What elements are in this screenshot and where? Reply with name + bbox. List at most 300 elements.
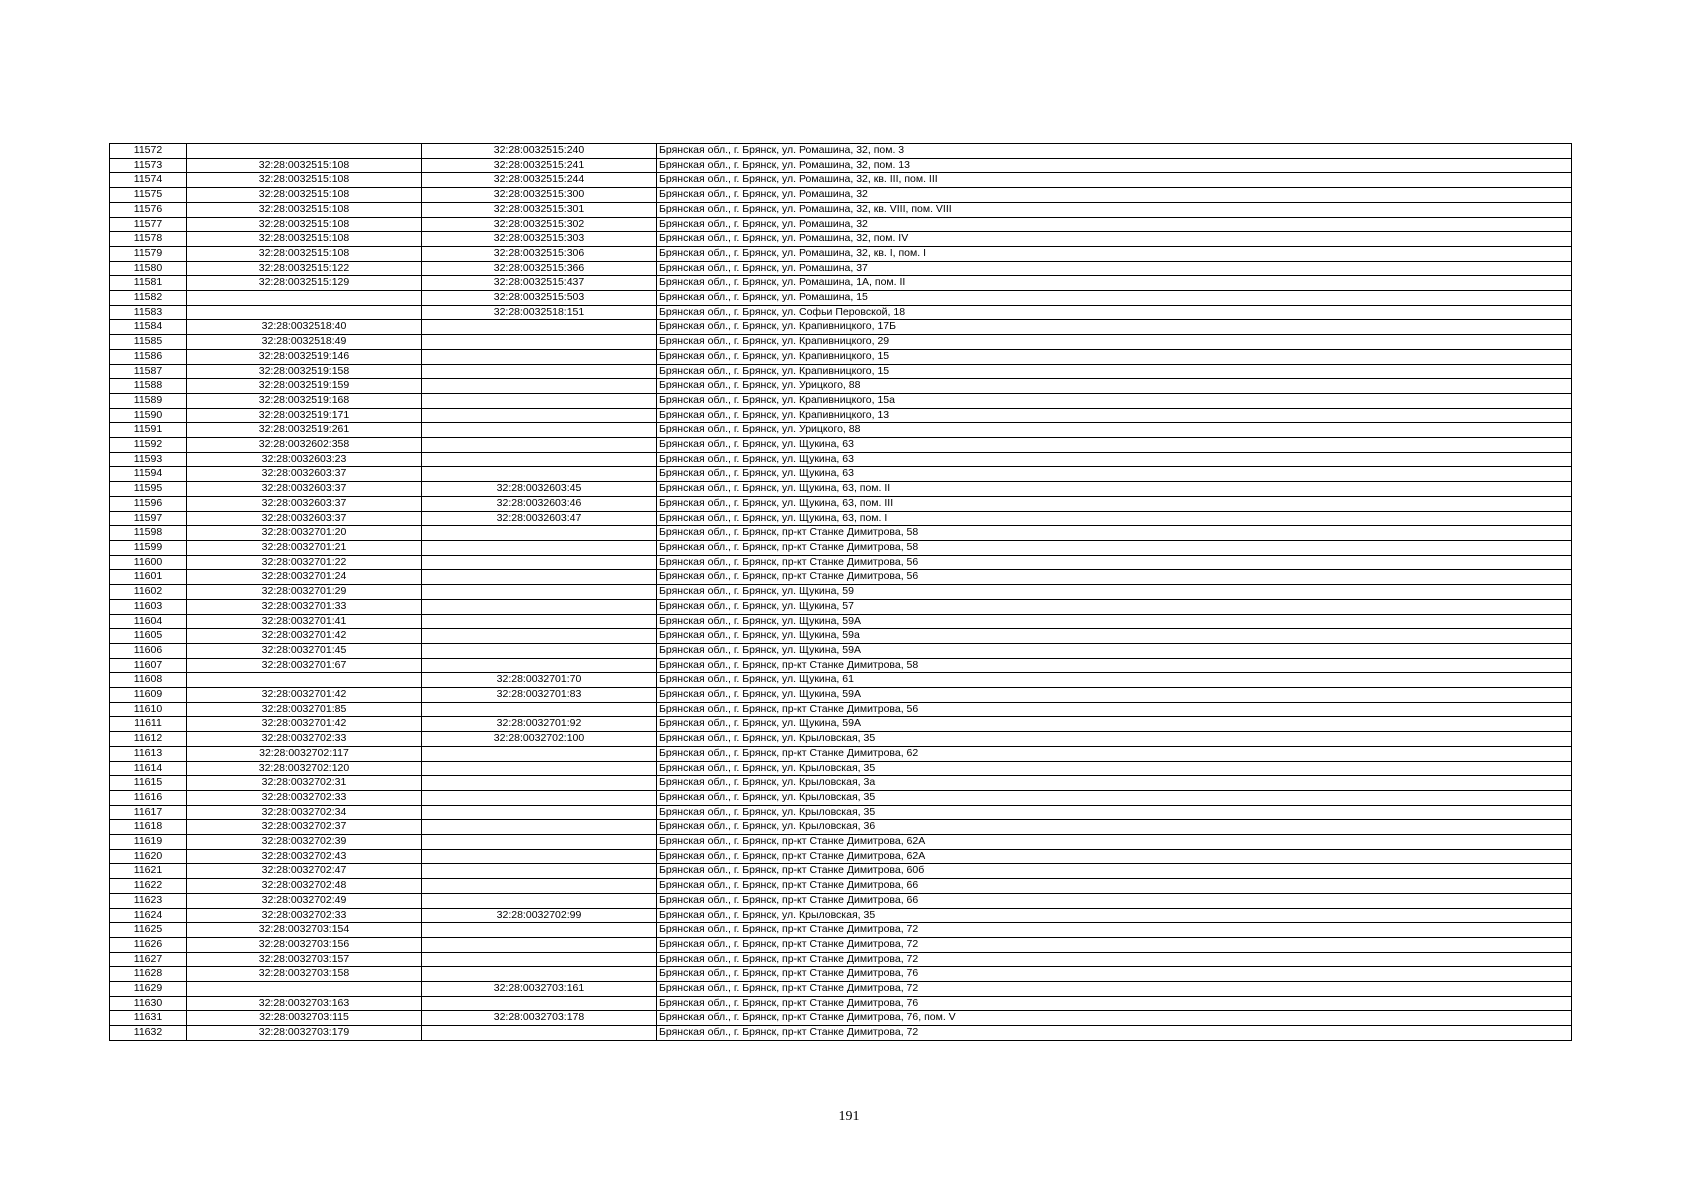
parcel-cadastral-number-cell: 32:28:0032703:158 <box>187 967 422 982</box>
row-number-cell: 11577 <box>110 217 187 232</box>
parcel-cadastral-number-cell: 32:28:0032702:117 <box>187 746 422 761</box>
object-cadastral-number-cell <box>422 393 657 408</box>
address-cell: Брянская обл., г. Брянск, пр-кт Станке Димитрова, 72 <box>657 937 1572 952</box>
row-number-cell: 11598 <box>110 526 187 541</box>
row-number-cell: 11607 <box>110 658 187 673</box>
parcel-cadastral-number-cell: 32:28:0032702:33 <box>187 790 422 805</box>
parcel-cadastral-number-cell: 32:28:0032701:67 <box>187 658 422 673</box>
object-cadastral-number-cell: 32:28:0032515:300 <box>422 188 657 203</box>
row-number-cell: 11627 <box>110 952 187 967</box>
parcel-cadastral-number-cell: 32:28:0032703:163 <box>187 996 422 1011</box>
parcel-cadastral-number-cell: 32:28:0032703:154 <box>187 923 422 938</box>
table-row <box>110 923 1572 938</box>
parcel-cadastral-number-cell: 32:28:0032702:33 <box>187 908 422 923</box>
address-cell: Брянская обл., г. Брянск, пр-кт Станке Димитрова, 62А <box>657 835 1572 850</box>
object-cadastral-number-cell <box>422 438 657 453</box>
object-cadastral-number-cell <box>422 967 657 982</box>
object-cadastral-number-cell <box>422 1026 657 1041</box>
row-number-cell: 11616 <box>110 790 187 805</box>
parcel-cadastral-number-cell: 32:28:0032519:158 <box>187 364 422 379</box>
parcel-cadastral-number-cell: 32:28:0032519:261 <box>187 423 422 438</box>
parcel-cadastral-number-cell: 32:28:0032703:115 <box>187 1011 422 1026</box>
address-cell: Брянская обл., г. Брянск, ул. Щукина, 59А <box>657 643 1572 658</box>
row-number-cell: 11583 <box>110 305 187 320</box>
object-cadastral-number-cell <box>422 923 657 938</box>
address-cell: Брянская обл., г. Брянск, ул. Щукина, 63, пом. III <box>657 496 1572 511</box>
row-number-cell: 11586 <box>110 349 187 364</box>
address-cell: Брянская обл., г. Брянск, ул. Ромашина, 15 <box>657 291 1572 306</box>
row-number-cell: 11625 <box>110 923 187 938</box>
object-cadastral-number-cell <box>422 835 657 850</box>
address-cell: Брянская обл., г. Брянск, ул. Ромашина, 32, кв. VIII, пом. VIII <box>657 202 1572 217</box>
address-cell: Брянская обл., г. Брянск, ул. Крапивницкого, 29 <box>657 335 1572 350</box>
row-number-cell: 11572 <box>110 144 187 159</box>
object-cadastral-number-cell <box>422 349 657 364</box>
object-cadastral-number-cell <box>422 423 657 438</box>
object-cadastral-number-cell <box>422 540 657 555</box>
table-row <box>110 379 1572 394</box>
address-cell: Брянская обл., г. Брянск, пр-кт Станке Димитрова, 76 <box>657 967 1572 982</box>
row-number-cell: 11587 <box>110 364 187 379</box>
document-table-container <box>109 143 1571 1041</box>
object-cadastral-number-cell: 32:28:0032515:366 <box>422 261 657 276</box>
address-cell: Брянская обл., г. Брянск, пр-кт Станке Димитрова, 76, пом. V <box>657 1011 1572 1026</box>
object-cadastral-number-cell: 32:28:0032701:83 <box>422 688 657 703</box>
row-number-cell: 11592 <box>110 438 187 453</box>
row-number-cell: 11585 <box>110 335 187 350</box>
parcel-cadastral-number-cell: 32:28:0032701:42 <box>187 717 422 732</box>
row-number-cell: 11593 <box>110 452 187 467</box>
address-cell: Брянская обл., г. Брянск, ул. Крыловская, 35 <box>657 908 1572 923</box>
address-cell: Брянская обл., г. Брянск, ул. Ромашина, 32, пом. 3 <box>657 144 1572 159</box>
parcel-cadastral-number-cell: 32:28:0032603:37 <box>187 467 422 482</box>
parcel-cadastral-number-cell: 32:28:0032701:20 <box>187 526 422 541</box>
row-number-cell: 11604 <box>110 614 187 629</box>
address-cell: Брянская обл., г. Брянск, ул. Крапивницкого, 15а <box>657 393 1572 408</box>
table-row <box>110 967 1572 982</box>
object-cadastral-number-cell: 32:28:0032515:240 <box>422 144 657 159</box>
parcel-cadastral-number-cell <box>187 673 422 688</box>
table-row <box>110 805 1572 820</box>
table-row <box>110 761 1572 776</box>
object-cadastral-number-cell <box>422 746 657 761</box>
object-cadastral-number-cell <box>422 658 657 673</box>
row-number-cell: 11588 <box>110 379 187 394</box>
object-cadastral-number-cell: 32:28:0032515:306 <box>422 246 657 261</box>
address-cell: Брянская обл., г. Брянск, пр-кт Станке Димитрова, 56 <box>657 702 1572 717</box>
table-row <box>110 982 1572 997</box>
table-body <box>110 144 1572 1041</box>
table-row <box>110 864 1572 879</box>
parcel-cadastral-number-cell: 32:28:0032702:48 <box>187 879 422 894</box>
row-number-cell: 11617 <box>110 805 187 820</box>
table-row <box>110 232 1572 247</box>
row-number-cell: 11608 <box>110 673 187 688</box>
parcel-cadastral-number-cell: 32:28:0032701:42 <box>187 688 422 703</box>
table-row <box>110 585 1572 600</box>
object-cadastral-number-cell: 32:28:0032515:437 <box>422 276 657 291</box>
table-row <box>110 261 1572 276</box>
address-cell: Брянская обл., г. Брянск, ул. Щукина, 63, пом. I <box>657 511 1572 526</box>
table-row <box>110 511 1572 526</box>
table-row <box>110 452 1572 467</box>
address-cell: Брянская обл., г. Брянск, ул. Ромашина, 1А, пом. II <box>657 276 1572 291</box>
object-cadastral-number-cell <box>422 820 657 835</box>
parcel-cadastral-number-cell: 32:28:0032515:108 <box>187 217 422 232</box>
address-cell: Брянская обл., г. Брянск, ул. Крыловская, 35 <box>657 761 1572 776</box>
object-cadastral-number-cell <box>422 526 657 541</box>
parcel-cadastral-number-cell: 32:28:0032702:37 <box>187 820 422 835</box>
address-cell: Брянская обл., г. Брянск, ул. Ромашина, 32, кв. III, пом. III <box>657 173 1572 188</box>
parcel-cadastral-number-cell: 32:28:0032515:108 <box>187 188 422 203</box>
table-row <box>110 393 1572 408</box>
address-cell: Брянская обл., г. Брянск, ул. Щукина, 59а <box>657 629 1572 644</box>
object-cadastral-number-cell: 32:28:0032603:45 <box>422 482 657 497</box>
table-row <box>110 717 1572 732</box>
address-cell: Брянская обл., г. Брянск, ул. Ромашина, 32 <box>657 188 1572 203</box>
row-number-cell: 11613 <box>110 746 187 761</box>
object-cadastral-number-cell <box>422 805 657 820</box>
row-number-cell: 11574 <box>110 173 187 188</box>
table-row <box>110 364 1572 379</box>
address-cell: Брянская обл., г. Брянск, пр-кт Станке Димитрова, 72 <box>657 923 1572 938</box>
table-row <box>110 335 1572 350</box>
parcel-cadastral-number-cell: 32:28:0032515:108 <box>187 232 422 247</box>
row-number-cell: 11615 <box>110 776 187 791</box>
object-cadastral-number-cell: 32:28:0032515:244 <box>422 173 657 188</box>
parcel-cadastral-number-cell: 32:28:0032603:37 <box>187 482 422 497</box>
parcel-cadastral-number-cell: 32:28:0032519:146 <box>187 349 422 364</box>
address-cell: Брянская обл., г. Брянск, ул. Крапивницкого, 13 <box>657 408 1572 423</box>
object-cadastral-number-cell <box>422 629 657 644</box>
row-number-cell: 11603 <box>110 599 187 614</box>
row-number-cell: 11590 <box>110 408 187 423</box>
row-number-cell: 11599 <box>110 540 187 555</box>
object-cadastral-number-cell <box>422 408 657 423</box>
object-cadastral-number-cell <box>422 467 657 482</box>
parcel-cadastral-number-cell: 32:28:0032703:157 <box>187 952 422 967</box>
row-number-cell: 11611 <box>110 717 187 732</box>
address-cell: Брянская обл., г. Брянск, ул. Крапивницкого, 17Б <box>657 320 1572 335</box>
address-cell: Брянская обл., г. Брянск, ул. Щукина, 63, пом. II <box>657 482 1572 497</box>
address-cell: Брянская обл., г. Брянск, ул. Крыловская, 35 <box>657 805 1572 820</box>
object-cadastral-number-cell: 32:28:0032515:301 <box>422 202 657 217</box>
object-cadastral-number-cell <box>422 452 657 467</box>
object-cadastral-number-cell <box>422 320 657 335</box>
address-cell: Брянская обл., г. Брянск, пр-кт Станке Димитрова, 58 <box>657 540 1572 555</box>
row-number-cell: 11628 <box>110 967 187 982</box>
parcel-cadastral-number-cell: 32:28:0032603:37 <box>187 496 422 511</box>
object-cadastral-number-cell <box>422 893 657 908</box>
object-cadastral-number-cell: 32:28:0032603:47 <box>422 511 657 526</box>
object-cadastral-number-cell <box>422 335 657 350</box>
object-cadastral-number-cell <box>422 614 657 629</box>
address-cell: Брянская обл., г. Брянск, пр-кт Станке Димитрова, 58 <box>657 658 1572 673</box>
address-cell: Брянская обл., г. Брянск, пр-кт Станке Димитрова, 72 <box>657 952 1572 967</box>
address-cell: Брянская обл., г. Брянск, ул. Крапивницкого, 15 <box>657 364 1572 379</box>
parcel-cadastral-number-cell: 32:28:0032515:108 <box>187 246 422 261</box>
address-cell: Брянская обл., г. Брянск, ул. Крыловская, 36 <box>657 820 1572 835</box>
address-cell: Брянская обл., г. Брянск, ул. Щукина, 63 <box>657 438 1572 453</box>
table-row <box>110 173 1572 188</box>
table-row <box>110 688 1572 703</box>
row-number-cell: 11609 <box>110 688 187 703</box>
object-cadastral-number-cell <box>422 761 657 776</box>
object-cadastral-number-cell: 32:28:0032702:99 <box>422 908 657 923</box>
row-number-cell: 11620 <box>110 849 187 864</box>
row-number-cell: 11629 <box>110 982 187 997</box>
table-row <box>110 952 1572 967</box>
table-row <box>110 658 1572 673</box>
parcel-cadastral-number-cell: 32:28:0032701:33 <box>187 599 422 614</box>
table-row <box>110 643 1572 658</box>
object-cadastral-number-cell: 32:28:0032515:303 <box>422 232 657 247</box>
address-cell: Брянская обл., г. Брянск, ул. Крыловская, 35 <box>657 790 1572 805</box>
object-cadastral-number-cell <box>422 364 657 379</box>
object-cadastral-number-cell <box>422 996 657 1011</box>
row-number-cell: 11618 <box>110 820 187 835</box>
row-number-cell: 11624 <box>110 908 187 923</box>
parcel-cadastral-number-cell: 32:28:0032702:43 <box>187 849 422 864</box>
object-cadastral-number-cell: 32:28:0032518:151 <box>422 305 657 320</box>
table-row <box>110 188 1572 203</box>
parcel-cadastral-number-cell: 32:28:0032702:39 <box>187 835 422 850</box>
table-row <box>110 835 1572 850</box>
address-cell: Брянская обл., г. Брянск, пр-кт Станке Димитрова, 62 <box>657 746 1572 761</box>
object-cadastral-number-cell: 32:28:0032515:302 <box>422 217 657 232</box>
address-cell: Брянская обл., г. Брянск, ул. Ромашина, 32, пом. 13 <box>657 158 1572 173</box>
row-number-cell: 11630 <box>110 996 187 1011</box>
table-row <box>110 482 1572 497</box>
parcel-cadastral-number-cell <box>187 144 422 159</box>
parcel-cadastral-number-cell: 32:28:0032518:40 <box>187 320 422 335</box>
object-cadastral-number-cell <box>422 585 657 600</box>
table-row <box>110 702 1572 717</box>
object-cadastral-number-cell <box>422 555 657 570</box>
table-row <box>110 496 1572 511</box>
parcel-cadastral-number-cell: 32:28:0032701:29 <box>187 585 422 600</box>
address-cell: Брянская обл., г. Брянск, ул. Щукина, 61 <box>657 673 1572 688</box>
object-cadastral-number-cell <box>422 570 657 585</box>
table-row <box>110 599 1572 614</box>
table-row <box>110 879 1572 894</box>
row-number-cell: 11626 <box>110 937 187 952</box>
table-row <box>110 908 1572 923</box>
row-number-cell: 11602 <box>110 585 187 600</box>
table-row <box>110 158 1572 173</box>
address-cell: Брянская обл., г. Брянск, ул. Крапивницкого, 15 <box>657 349 1572 364</box>
table-row <box>110 291 1572 306</box>
parcel-cadastral-number-cell: 32:28:0032518:49 <box>187 335 422 350</box>
parcel-cadastral-number-cell: 32:28:0032702:31 <box>187 776 422 791</box>
address-cell: Брянская обл., г. Брянск, пр-кт Станке Димитрова, 66 <box>657 893 1572 908</box>
row-number-cell: 11606 <box>110 643 187 658</box>
parcel-cadastral-number-cell: 32:28:0032515:108 <box>187 158 422 173</box>
object-cadastral-number-cell: 32:28:0032703:161 <box>422 982 657 997</box>
parcel-cadastral-number-cell: 32:28:0032701:42 <box>187 629 422 644</box>
row-number-cell: 11631 <box>110 1011 187 1026</box>
row-number-cell: 11582 <box>110 291 187 306</box>
address-cell: Брянская обл., г. Брянск, пр-кт Станке Димитрова, 56 <box>657 555 1572 570</box>
parcel-cadastral-number-cell: 32:28:0032701:22 <box>187 555 422 570</box>
address-cell: Брянская обл., г. Брянск, пр-кт Станке Димитрова, 62А <box>657 849 1572 864</box>
address-cell: Брянская обл., г. Брянск, ул. Щукина, 59А <box>657 688 1572 703</box>
row-number-cell: 11597 <box>110 511 187 526</box>
address-cell: Брянская обл., г. Брянск, пр-кт Станке Димитрова, 60б <box>657 864 1572 879</box>
address-cell: Брянская обл., г. Брянск, ул. Ромашина, 37 <box>657 261 1572 276</box>
address-cell: Брянская обл., г. Брянск, ул. Щукина, 59А <box>657 717 1572 732</box>
table-row <box>110 217 1572 232</box>
parcel-cadastral-number-cell: 32:28:0032515:108 <box>187 202 422 217</box>
object-cadastral-number-cell: 32:28:0032703:178 <box>422 1011 657 1026</box>
table-row <box>110 849 1572 864</box>
table-row <box>110 1011 1572 1026</box>
object-cadastral-number-cell: 32:28:0032701:92 <box>422 717 657 732</box>
table-row <box>110 349 1572 364</box>
table-row <box>110 776 1572 791</box>
table-row <box>110 320 1572 335</box>
parcel-cadastral-number-cell: 32:28:0032701:41 <box>187 614 422 629</box>
row-number-cell: 11589 <box>110 393 187 408</box>
address-cell: Брянская обл., г. Брянск, пр-кт Станке Димитрова, 58 <box>657 526 1572 541</box>
row-number-cell: 11619 <box>110 835 187 850</box>
address-cell: Брянская обл., г. Брянск, ул. Урицкого, 88 <box>657 379 1572 394</box>
parcel-cadastral-number-cell: 32:28:0032703:156 <box>187 937 422 952</box>
table-row <box>110 790 1572 805</box>
parcel-cadastral-number-cell: 32:28:0032702:120 <box>187 761 422 776</box>
row-number-cell: 11621 <box>110 864 187 879</box>
row-number-cell: 11605 <box>110 629 187 644</box>
table-row <box>110 746 1572 761</box>
table-row <box>110 555 1572 570</box>
row-number-cell: 11594 <box>110 467 187 482</box>
table-row <box>110 937 1572 952</box>
parcel-cadastral-number-cell: 32:28:0032515:122 <box>187 261 422 276</box>
parcel-cadastral-number-cell: 32:28:0032701:24 <box>187 570 422 585</box>
row-number-cell: 11623 <box>110 893 187 908</box>
address-cell: Брянская обл., г. Брянск, ул. Ромашина, 32, пом. IV <box>657 232 1572 247</box>
row-number-cell: 11614 <box>110 761 187 776</box>
address-cell: Брянская обл., г. Брянск, пр-кт Станке Димитрова, 76 <box>657 996 1572 1011</box>
address-cell: Брянская обл., г. Брянск, ул. Щукина, 63 <box>657 452 1572 467</box>
parcel-cadastral-number-cell: 32:28:0032602:358 <box>187 438 422 453</box>
row-number-cell: 11584 <box>110 320 187 335</box>
object-cadastral-number-cell <box>422 864 657 879</box>
table-row <box>110 526 1572 541</box>
row-number-cell: 11578 <box>110 232 187 247</box>
parcel-cadastral-number-cell: 32:28:0032702:47 <box>187 864 422 879</box>
object-cadastral-number-cell <box>422 937 657 952</box>
object-cadastral-number-cell: 32:28:0032515:241 <box>422 158 657 173</box>
row-number-cell: 11610 <box>110 702 187 717</box>
address-cell: Брянская обл., г. Брянск, ул. Ромашина, 32, кв. I, пом. I <box>657 246 1572 261</box>
table-row <box>110 423 1572 438</box>
parcel-cadastral-number-cell: 32:28:0032519:168 <box>187 393 422 408</box>
object-cadastral-number-cell <box>422 790 657 805</box>
object-cadastral-number-cell <box>422 599 657 614</box>
address-cell: Брянская обл., г. Брянск, пр-кт Станке Димитрова, 72 <box>657 982 1572 997</box>
address-cell: Брянская обл., г. Брянск, пр-кт Станке Димитрова, 72 <box>657 1026 1572 1041</box>
table-row <box>110 408 1572 423</box>
row-number-cell: 11576 <box>110 202 187 217</box>
parcel-cadastral-number-cell <box>187 982 422 997</box>
table-row <box>110 202 1572 217</box>
object-cadastral-number-cell <box>422 849 657 864</box>
table-row <box>110 246 1572 261</box>
row-number-cell: 11595 <box>110 482 187 497</box>
parcel-cadastral-number-cell: 32:28:0032702:34 <box>187 805 422 820</box>
address-cell: Брянская обл., г. Брянск, ул. Софьи Перовской, 18 <box>657 305 1572 320</box>
parcel-cadastral-number-cell <box>187 291 422 306</box>
object-cadastral-number-cell <box>422 643 657 658</box>
table-row <box>110 820 1572 835</box>
page-number: 191 <box>838 1109 860 1124</box>
address-cell: Брянская обл., г. Брянск, ул. Щукина, 63 <box>657 467 1572 482</box>
table-row <box>110 1026 1572 1041</box>
table-row <box>110 996 1572 1011</box>
table-row <box>110 570 1572 585</box>
row-number-cell: 11579 <box>110 246 187 261</box>
row-number-cell: 11575 <box>110 188 187 203</box>
address-cell: Брянская обл., г. Брянск, ул. Крыловская, 3а <box>657 776 1572 791</box>
object-cadastral-number-cell <box>422 379 657 394</box>
parcel-cadastral-number-cell: 32:28:0032701:21 <box>187 540 422 555</box>
address-cell: Брянская обл., г. Брянск, пр-кт Станке Димитрова, 66 <box>657 879 1572 894</box>
object-cadastral-number-cell <box>422 879 657 894</box>
table-row <box>110 144 1572 159</box>
table-row <box>110 540 1572 555</box>
parcel-cadastral-number-cell: 32:28:0032702:33 <box>187 732 422 747</box>
parcel-cadastral-number-cell <box>187 305 422 320</box>
row-number-cell: 11581 <box>110 276 187 291</box>
table-row <box>110 673 1572 688</box>
table-row <box>110 614 1572 629</box>
row-number-cell: 11632 <box>110 1026 187 1041</box>
row-number-cell: 11573 <box>110 158 187 173</box>
address-cell: Брянская обл., г. Брянск, ул. Щукина, 57 <box>657 599 1572 614</box>
address-cell: Брянская обл., г. Брянск, ул. Ромашина, 32 <box>657 217 1572 232</box>
row-number-cell: 11596 <box>110 496 187 511</box>
object-cadastral-number-cell <box>422 776 657 791</box>
parcel-cadastral-number-cell: 32:28:0032519:159 <box>187 379 422 394</box>
parcel-cadastral-number-cell: 32:28:0032701:45 <box>187 643 422 658</box>
parcel-cadastral-number-cell: 32:28:0032603:37 <box>187 511 422 526</box>
row-number-cell: 11612 <box>110 732 187 747</box>
parcel-cadastral-number-cell: 32:28:0032515:108 <box>187 173 422 188</box>
parcel-cadastral-number-cell: 32:28:0032703:179 <box>187 1026 422 1041</box>
table-row <box>110 629 1572 644</box>
row-number-cell: 11591 <box>110 423 187 438</box>
object-cadastral-number-cell: 32:28:0032702:100 <box>422 732 657 747</box>
row-number-cell: 11601 <box>110 570 187 585</box>
table-row <box>110 893 1572 908</box>
address-cell: Брянская обл., г. Брянск, ул. Щукина, 59 <box>657 585 1572 600</box>
cadastral-register-table <box>109 143 1572 1041</box>
object-cadastral-number-cell: 32:28:0032515:503 <box>422 291 657 306</box>
object-cadastral-number-cell: 32:28:0032603:46 <box>422 496 657 511</box>
object-cadastral-number-cell <box>422 702 657 717</box>
row-number-cell: 11600 <box>110 555 187 570</box>
address-cell: Брянская обл., г. Брянск, ул. Крыловская, 35 <box>657 732 1572 747</box>
row-number-cell: 11580 <box>110 261 187 276</box>
parcel-cadastral-number-cell: 32:28:0032603:23 <box>187 452 422 467</box>
parcel-cadastral-number-cell: 32:28:0032515:129 <box>187 276 422 291</box>
object-cadastral-number-cell: 32:28:0032701:70 <box>422 673 657 688</box>
row-number-cell: 11622 <box>110 879 187 894</box>
address-cell: Брянская обл., г. Брянск, ул. Щукина, 59А <box>657 614 1572 629</box>
address-cell: Брянская обл., г. Брянск, пр-кт Станке Димитрова, 56 <box>657 570 1572 585</box>
table-row <box>110 438 1572 453</box>
